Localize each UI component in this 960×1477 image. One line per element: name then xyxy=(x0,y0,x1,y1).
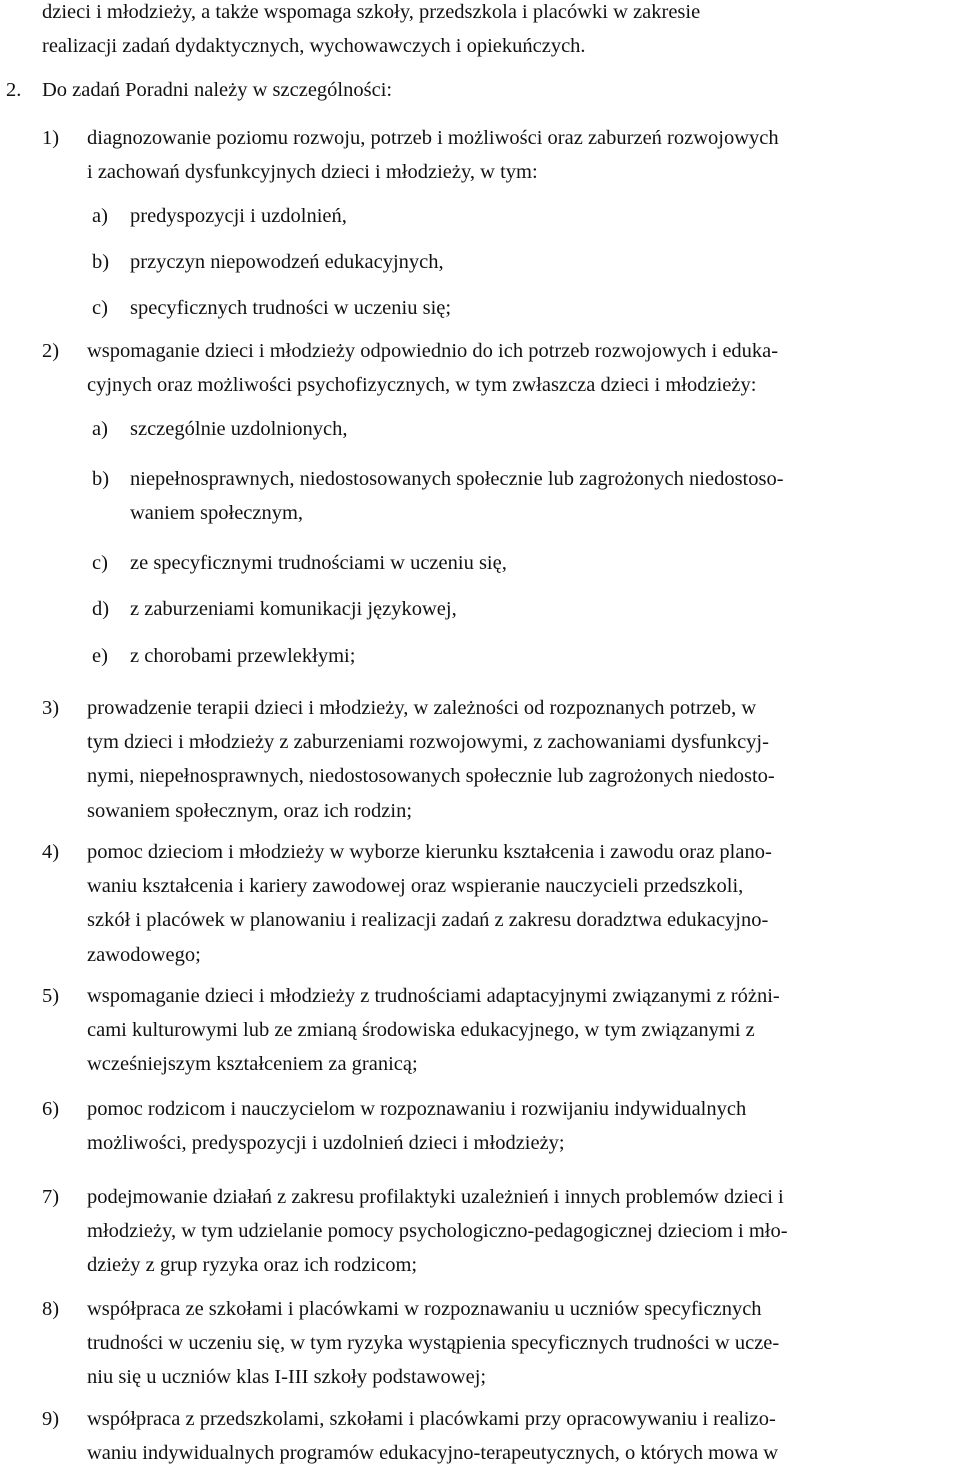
list-item-number: 6) xyxy=(42,1098,60,1120)
sub-item-letter: a) xyxy=(92,205,108,227)
list-item-number: 7) xyxy=(42,1186,60,1208)
sub-item-text: szczególnie uzdolnionych, xyxy=(130,418,348,440)
sub-item-text: predyspozycji i uzdolnień, xyxy=(130,205,347,227)
list-item-text: współpraca z przedszkolami, szkołami i placówkami przy opracowywaniu i realizo- xyxy=(87,1408,776,1430)
list-item-text: zawodowego; xyxy=(87,944,201,966)
list-item-text: cyjnych oraz możliwości psychofizycznych, w tym zwłaszcza dzieci i młodzieży: xyxy=(87,374,757,396)
list-item-text: niu się u uczniów klas I-III szkoły podstawowej; xyxy=(87,1366,487,1388)
sub-item-letter: a) xyxy=(92,418,108,440)
sub-item-letter: b) xyxy=(92,251,110,273)
list-item-text: wcześniejszym kształceniem za granicą; xyxy=(87,1053,418,1075)
sub-item-letter: d) xyxy=(92,598,110,620)
sub-item-text: z zaburzeniami komunikacji językowej, xyxy=(130,598,457,620)
list-item-text: pomoc rodzicom i nauczycielom w rozpoznawaniu i rozwijaniu indywidualnych xyxy=(87,1098,747,1120)
list-item-text: wspomaganie dzieci i młodzieży odpowiednio do ich potrzeb rozwojowych i eduka- xyxy=(87,340,779,362)
sub-item-text: ze specyficznymi trudnościami w uczeniu się, xyxy=(130,552,507,574)
list-item-number: 3) xyxy=(42,697,60,719)
intro-line: realizacji zadań dydaktycznych, wychowawczych i opiekuńczych. xyxy=(42,35,586,57)
list-item-text: możliwości, predyspozycji i uzdolnień dzieci i młodzieży; xyxy=(87,1132,565,1154)
sub-item-text: przyczyn niepowodzeń edukacyjnych, xyxy=(130,251,444,273)
list-item-text: młodzieży, w tym udzielanie pomocy psychologiczno-pedagogicznej dzieciom i mło- xyxy=(87,1220,788,1242)
section-number: 2. xyxy=(6,79,22,101)
list-item-number: 1) xyxy=(42,127,60,149)
list-item-number: 2) xyxy=(42,340,60,362)
list-item-number: 8) xyxy=(42,1298,60,1320)
intro-line: dzieci i młodzieży, a także wspomaga szkoły, przedszkola i placówki w zakresie xyxy=(42,1,701,23)
list-item-text: nymi, niepełnosprawnych, niedostosowanych społecznie lub zagrożonych niedosto- xyxy=(87,765,775,787)
sub-item-text: niepełnosprawnych, niedostosowanych społecznie lub zagrożonych niedostoso- xyxy=(130,468,784,490)
sub-item-letter: c) xyxy=(92,552,108,574)
list-item-text: sowaniem społecznym, oraz ich rodzin; xyxy=(87,800,413,822)
list-item-text: waniu indywidualnych programów edukacyjno-terapeutycznych, o których mowa w xyxy=(87,1442,779,1464)
list-item-text: podejmowanie działań z zakresu profilaktyki uzależnień i innych problemów dzieci i xyxy=(87,1186,784,1208)
list-item-text: współpraca ze szkołami i placówkami w rozpoznawaniu u uczniów specyficznych xyxy=(87,1298,762,1320)
list-item-text: trudności w uczeniu się, w tym ryzyka wystąpienia specyficznych trudności w ucze- xyxy=(87,1332,780,1354)
list-item-text: prowadzenie terapii dzieci i młodzieży, w zależności od rozpoznanych potrzeb, w xyxy=(87,697,757,719)
list-item-number: 5) xyxy=(42,985,60,1007)
sub-item-letter: e) xyxy=(92,645,108,667)
sub-item-letter: b) xyxy=(92,468,110,490)
list-item-text: pomoc dzieciom i młodzieży w wyborze kierunku kształcenia i zawodu oraz plano- xyxy=(87,841,772,863)
sub-item-text: waniem społecznym, xyxy=(130,502,304,524)
sub-item-text: z chorobami przewlekłymi; xyxy=(130,645,356,667)
list-item-text: cami kulturowymi lub ze zmianą środowiska edukacyjnego, w tym związanymi z xyxy=(87,1019,755,1041)
list-item-number: 4) xyxy=(42,841,60,863)
list-item-text: dzieży z grup ryzyka oraz ich rodzicom; xyxy=(87,1254,418,1276)
list-item-text: wspomaganie dzieci i młodzieży z trudnościami adaptacyjnymi związanymi z różni- xyxy=(87,985,780,1007)
list-item-text: szkół i placówek w planowaniu i realizacji zadań z zakresu doradztwa edukacyjno- xyxy=(87,909,769,931)
list-item-number: 9) xyxy=(42,1408,60,1430)
sub-item-text: specyficznych trudności w uczeniu się; xyxy=(130,297,452,319)
list-item-text: tym dzieci i młodzieży z zaburzeniami rozwojowymi, z zachowaniami dysfunkcyj- xyxy=(87,731,769,753)
list-item-text: diagnozowanie poziomu rozwoju, potrzeb i możliwości oraz zaburzeń rozwojowych xyxy=(87,127,779,149)
section-heading: Do zadań Poradni należy w szczególności: xyxy=(42,79,393,101)
sub-item-letter: c) xyxy=(92,297,108,319)
list-item-text: i zachowań dysfunkcyjnych dzieci i młodzieży, w tym: xyxy=(87,161,538,183)
list-item-text: waniu kształcenia i kariery zawodowej oraz wspieranie nauczycieli przedszkoli, xyxy=(87,875,744,897)
